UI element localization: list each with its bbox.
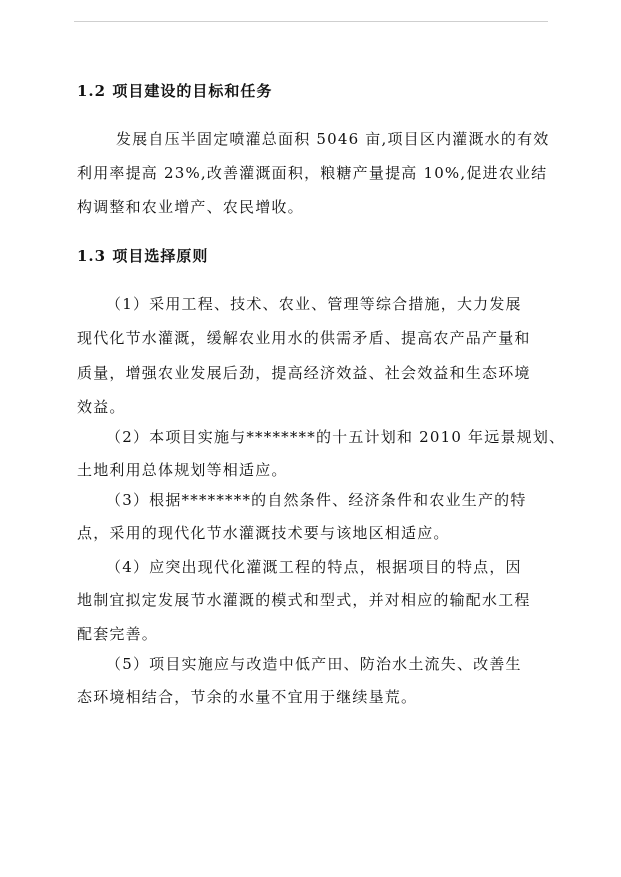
section-heading-1-3: 1.3 项目选择原则 <box>77 247 209 265</box>
section-heading-1-2: 1.2 项目建设的目标和任务 <box>77 82 273 100</box>
list-item-2-line: 土地利用总体规划等相适应。 <box>77 461 288 479</box>
list-item-1-line: 质量，增强农业发展后劲，提高经济效益、社会效益和生态环境 <box>77 364 531 382</box>
list-item-5-line: （5）项目实施应与改造中低产田、防治水土流失、改善生 <box>106 655 522 673</box>
list-item-4-line: 配套完善。 <box>77 625 159 643</box>
list-item-5-line: 态环境相结合，节余的水量不宜用于继续垦荒。 <box>77 688 418 706</box>
header-rule <box>74 21 548 22</box>
paragraph-line: 发展自压半固定喷灌总面积 5046 亩,项目区内灌溉水的有效 <box>116 130 550 148</box>
list-item-2-line: （2）本项目实施与********的十五计划和 2010 年远景规划、 <box>106 428 566 446</box>
paragraph-line: 构调整和农业增产、农民增收。 <box>77 198 304 216</box>
list-item-4-line: 地制宜拟定发展节水灌溉的模式和型式，并对相应的输配水工程 <box>77 591 531 609</box>
list-item-4-line: （4）应突出现代化灌溉工程的特点，根据项目的特点，因 <box>106 558 522 576</box>
list-item-1-line: （1）采用工程、技术、农业、管理等综合措施，大力发展 <box>106 295 522 313</box>
list-item-3-line: （3）根据********的自然条件、经济条件和农业生产的特 <box>106 491 527 509</box>
paragraph-line: 利用率提高 23%,改善灌溉面积，粮糖产量提高 10%,促进农业结 <box>77 164 548 182</box>
list-item-3-line: 点，采用的现代化节水灌溉技术要与该地区相适应。 <box>77 524 450 542</box>
list-item-1-line: 现代化节水灌溉，缓解农业用水的供需矛盾、提高农产品产量和 <box>77 329 531 347</box>
list-item-1-line: 效益。 <box>77 398 126 416</box>
